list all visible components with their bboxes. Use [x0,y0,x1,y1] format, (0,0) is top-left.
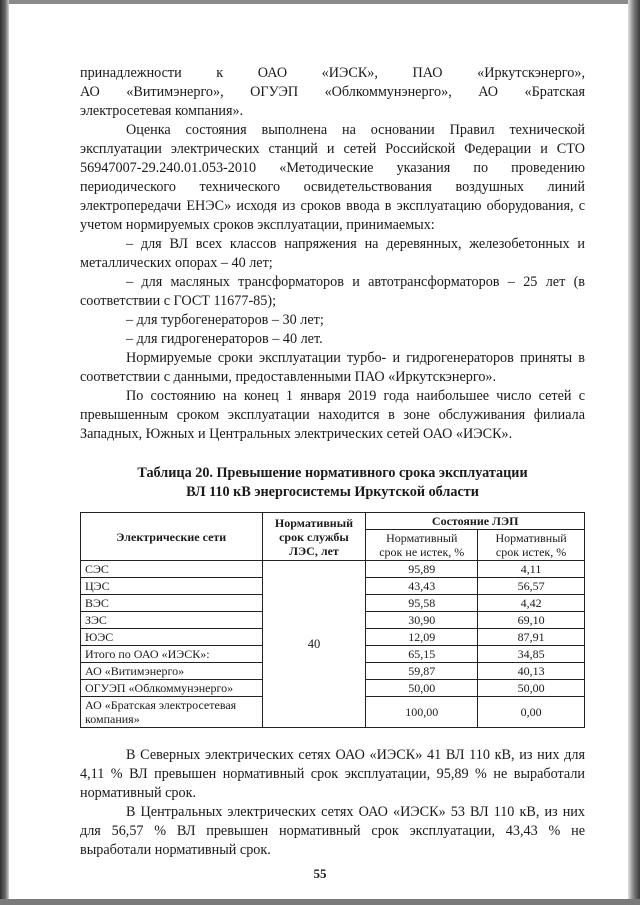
row-not-expired: 59,87 [366,663,478,680]
row-name: ОГУЭП «Облкоммунэнерго» [81,680,263,697]
header-norm-term-line-1: Нормативный [274,515,353,530]
header-norm-term-line-3: ЛЭС, лет [289,543,339,558]
page-number: 55 [313,866,327,881]
header-not-expired [366,530,478,561]
table-row [81,561,585,578]
row-expired: 34,85 [478,646,585,663]
bullet-hydrogenerators: – для гидрогенераторов – 40 лет. [126,331,323,347]
row-not-expired: 43,43 [366,578,478,595]
row-expired: 4,42 [478,595,585,612]
page-content [80,64,585,860]
row-not-expired: 95,89 [366,561,478,578]
paragraph-1-line-3: электросетевая компания». [80,103,244,119]
row-not-expired: 50,00 [366,680,478,697]
row-name [81,697,263,728]
header-networks: Электрические сети [81,513,263,561]
table-20 [80,512,585,728]
bullet-transformers: – для масляных трансформаторов и автотрансформаторов – 25 лет (в соответствии с ГОСТ 11677-85); [80,274,585,309]
row-not-expired: 100,00 [366,697,478,728]
row-not-expired: 30,90 [366,612,478,629]
header-expired-line-1: Нормативный [495,531,567,545]
row-name: ЮЭС [81,629,263,646]
table-caption-line-2: ВЛ 110 кВ энергосистемы Иркутской области [186,484,479,500]
scan-edge-top [0,0,640,4]
paragraph-1-line-1: принадлежности к ОАО «ИЭСК», ПАО «Иркутскэнерго», [80,65,585,81]
row-expired: 0,00 [478,697,585,728]
row-name: АО «Витимэнерго» [81,663,263,680]
paragraph-status-2019: По состоянию на конец 1 января 2019 года наибольшее число сетей с превышенным сроком эксплуатации находится в зоне обслуживания филиала Западных, Южных и Центральных электрических сетей ОАО «ИЭСК». [80,388,585,442]
header-line-state: Состояние ЛЭП [366,513,585,530]
row-expired: 40,13 [478,663,585,680]
paragraph-central-networks: В Центральных электрических сетях ОАО «ИЭСК» 53 ВЛ 110 кВ, из них для 56,57 % ВЛ превышен нормативный срок эксплуатации, 43,43 % не выработали нормативный срок. [80,804,585,858]
row-expired: 4,11 [478,561,585,578]
row-name: ВЭС [81,595,263,612]
header-not-expired-line-1: Нормативный [386,531,458,545]
header-norm-term-line-2: срок службы [279,529,349,544]
header-expired-line-2: срок истек, % [495,545,567,559]
paragraph-1-line-2: АО «Витимэнерго», ОГУЭП «Облкоммунэнерго», АО «Братская [80,84,585,100]
bullet-overhead-lines: – для ВЛ всех классов напряжения на деревянных, железобетонных и металлических опорах – 40 лет; [80,236,585,271]
paragraph-assessment: Оценка состояния выполнена на основании Правил технической эксплуатации электрических станций и сетей Российской Федерации и СТО 56947007-29.240.01.053-2010 «Методические указания по проведению периодического технического освидетельствования воздушных линий электропередачи ЕНЭС» исходя из сроков ввода в эксплуатацию оборудования, с учетом нормируемых сроков эксплуатации, принимаемых: [80,122,585,233]
header-not-expired-line-2: срок не истек, % [379,545,465,559]
table-caption [80,464,585,502]
row-name-line-2: компания» [85,712,140,726]
row-not-expired: 95,58 [366,595,478,612]
paragraph-generators: Нормируемые сроки эксплуатации турбо- и гидрогенераторов приняты в соответствии с данными, предоставленными ПАО «Иркутскэнерго». [80,350,585,385]
row-not-expired: 65,15 [366,646,478,663]
table-caption-line-1: Таблица 20. Превышение нормативного срока эксплуатации [137,465,528,481]
row-name: ЦЭС [81,578,263,595]
row-expired: 69,10 [478,612,585,629]
header-norm-term [262,513,366,561]
row-name: ЗЭС [81,612,263,629]
row-name: СЭС [81,561,263,578]
scan-edge-bottom [0,899,640,905]
row-not-expired: 12,09 [366,629,478,646]
paragraph-northern-networks: В Северных электрических сетях ОАО «ИЭСК» 41 ВЛ 110 кВ, из них для 4,11 % ВЛ превышен нормативный срок эксплуатации, 95,89 % не выработали нормативный срок. [80,747,585,801]
row-expired: 50,00 [478,680,585,697]
header-expired [478,530,585,561]
bullet-turbogenerators: – для турбогенераторов – 30 лет; [126,312,324,328]
row-name: Итого по ОАО «ИЭСК»: [81,646,263,663]
scan-edge-left [0,0,9,905]
row-expired: 56,57 [478,578,585,595]
row-expired: 87,91 [478,629,585,646]
scan-edge-right [628,0,640,905]
row-name-line-1: АО «Братская электросетевая [85,698,237,712]
norm-term-value: 40 [262,561,366,728]
